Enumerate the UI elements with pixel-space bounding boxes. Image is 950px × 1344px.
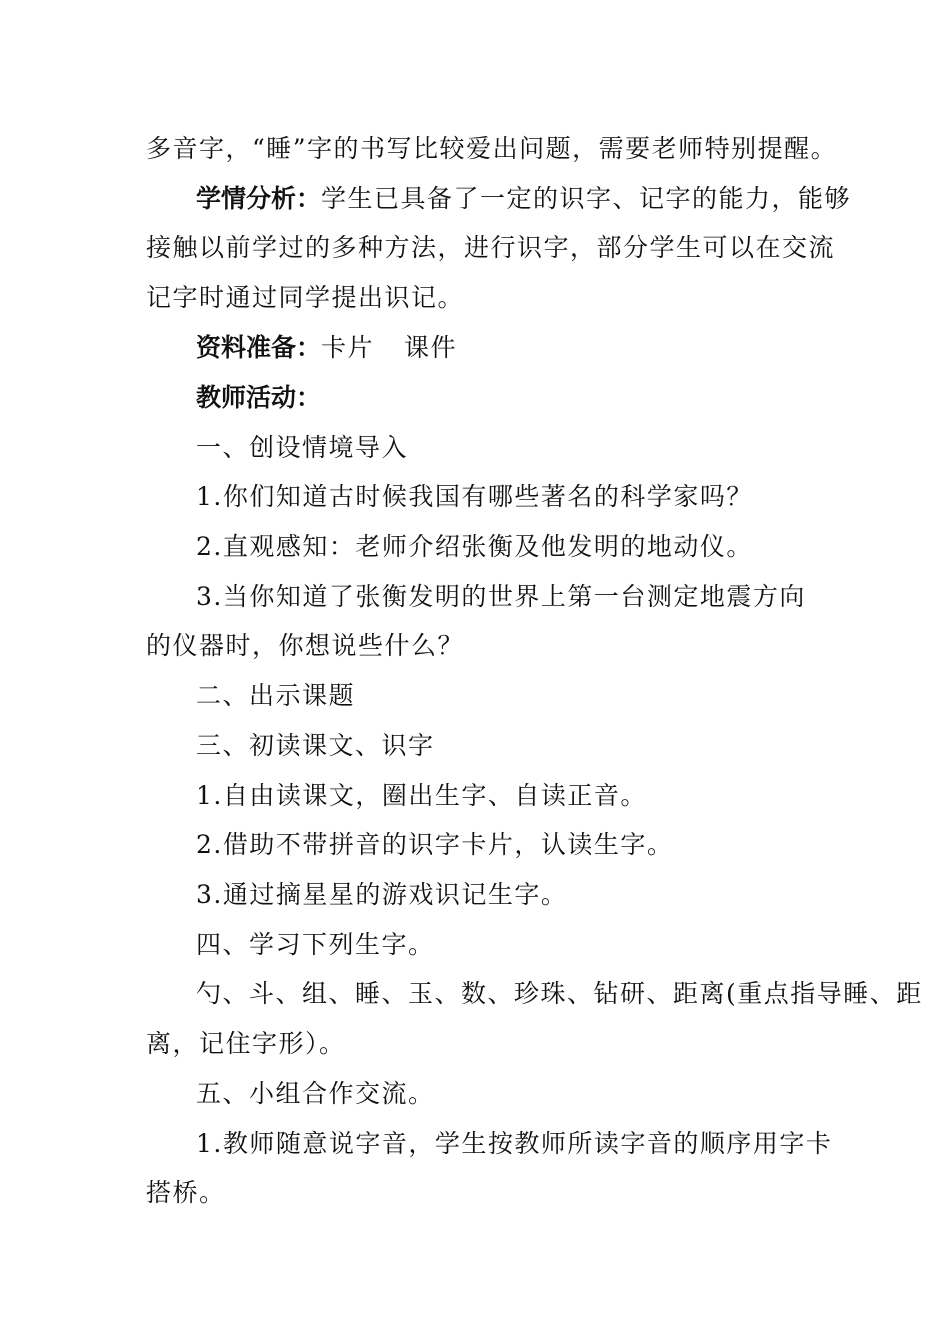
section-heading: 五、小组合作交流。 bbox=[196, 1079, 435, 1108]
section-heading: 三、初读课文、识字 bbox=[196, 731, 435, 760]
section-heading: 四、学习下列生字。 bbox=[196, 930, 435, 959]
list-item-continuation: 的仪器时，你想说些什么？ bbox=[146, 631, 465, 660]
paragraph-line: 接触以前学过的多种方法，进行识字，部分学生可以在交流 bbox=[146, 233, 836, 262]
teacher-activities-heading bbox=[196, 382, 866, 414]
character-list: 勺、斗、组、睡、玉、数、珍珠、钻研、距离(重点指导睡、距 bbox=[196, 979, 923, 1008]
learning-analysis-label: 学情分析： bbox=[196, 184, 322, 213]
materials-paragraph bbox=[196, 332, 866, 364]
materials-label: 资料准备： bbox=[196, 333, 322, 362]
list-item: 2.借助不带拼音的识字卡片，认读生字。 bbox=[196, 830, 674, 859]
paragraph-line: 记字时通过同学提出识记。 bbox=[146, 283, 465, 312]
list-item: 1.你们知道古时候我国有哪些著名的科学家吗？ bbox=[196, 482, 753, 511]
section-heading: 二、出示课题 bbox=[196, 681, 356, 710]
list-item: 3.当你知道了张衡发明的世界上第一台测定地震方向 bbox=[196, 582, 806, 611]
list-item: 2.直观感知：老师介绍张衡及他发明的地动仪。 bbox=[196, 532, 753, 561]
list-item: 1.自由读课文，圈出生字、自读正音。 bbox=[196, 781, 647, 810]
section-heading: 一、创设情境导入 bbox=[196, 433, 409, 462]
learning-analysis-paragraph bbox=[196, 183, 866, 215]
teacher-activities-label: 教师活动： bbox=[196, 383, 322, 412]
materials-item: 课件 bbox=[404, 333, 458, 362]
paragraph-line: 多音字，“睡”字的书写比较爱出问题，需要老师特别提醒。 bbox=[146, 134, 838, 163]
learning-analysis-text: 学生已具备了一定的识字、记字的能力，能够 bbox=[321, 184, 852, 213]
list-item-continuation: 搭桥。 bbox=[146, 1178, 226, 1207]
materials-item: 卡片 bbox=[321, 333, 375, 362]
character-list-continuation: 离，记住字形）。 bbox=[146, 1029, 346, 1058]
list-item: 3.通过摘星星的游戏识记生字。 bbox=[196, 880, 568, 909]
list-item: 1.教师随意说字音，学生按教师所读字音的顺序用字卡 bbox=[196, 1129, 833, 1158]
